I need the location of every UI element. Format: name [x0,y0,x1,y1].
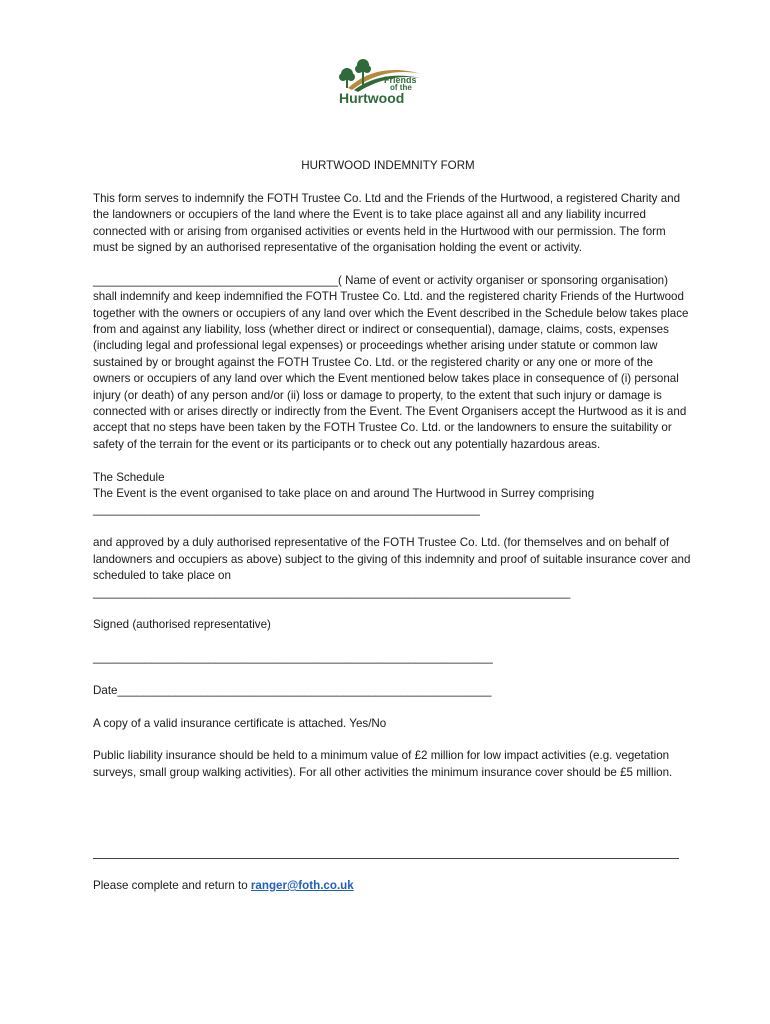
intro-paragraph: This form serves to indemnify the FOTH Trustee Co. Ltd and the Friends of the Hurtwood, a registered Charity and the landowners or occupiers of the land where the Event is to take place against all and any liability incurred connected with or arising from organised activities or events held in the Hurtwood with our permission. The form must be signed by an authorised representative of the organisation holding the event or activity. [93,191,681,255]
return-line [93,878,354,894]
signature-field[interactable]: ______________________________________________________________ [93,651,493,665]
page-title: HURTWOOD INDEMNITY FORM [301,159,475,172]
scheduled-date-field[interactable]: __________________________________________________________________________ [93,585,571,599]
insurance-certificate-line: A copy of a valid insurance certificate is attached. Yes/No [93,716,387,730]
signed-label: Signed (authorised representative) [93,618,271,632]
logo-text-hurtwood: Hurtwood [339,90,405,106]
divider [93,858,679,859]
return-label: Please complete and return to [93,879,248,892]
schedule-heading: The Schedule [93,470,165,484]
return-email-link[interactable]: ranger@foth.co.uk [250,879,354,892]
date-row [93,683,693,699]
friends-of-the-hurtwood-logo [334,54,430,110]
logo-text-friends: Friends [384,75,417,85]
insurance-note: Public liability insurance should be held to a minimum value of £2 million for low impact activities (e.g. vegetation surveys, small group walking activities). For all other activities the minimum insurance cover should be £5 million. [93,749,673,779]
schedule-text: The Event is the event organised to take place on and around The Hurtwood in Surrey comprising [93,487,595,501]
schedule-event-field[interactable]: ____________________________________________________________ [93,503,480,517]
indemnity-text: ( Name of event or activity organiser or sponsoring organisation) shall indemnify and keep indemnified the FOTH Trustee Co. Ltd. and the registered charity Friends of the Hurtwood together with the owners or occupiers of any land over which the Event described in the Schedule below takes place from and against any liability, loss (whether direct or indirect or consequential), damage, claims, costs, expenses (including legal and professional legal expenses) or proceedings whether arising under statute or common law sustained by or brought against the FOTH Trustee Co. Ltd. or the registered charity or any one or more of the owners or occupiers of any land over which the Event mentioned below takes place in consequence of (i) personal injury (or death) of any person and/or (ii) loss or damage to property, to the extent that such injury or damage is connected with or arises directly or indirectly from the Event. The Event Organisers accept the Hurtwood as it is and accept that no steps have been taken by the FOTH Trustee Co. Ltd. or the landowners to ensure the suitability or safety of the terrain for the event or its participants or to check out any potentially hazardous areas. [93,273,689,451]
organiser-name-field[interactable]: ______________________________________ [93,273,339,287]
date-field[interactable]: __________________________________________________________ [117,683,492,697]
logo-text-of-the: of the [390,83,412,92]
date-label: Date [93,683,118,697]
approval-paragraph: and approved by a duly authorised representative of the FOTH Trustee Co. Ltd. (for themselves and on behalf of landowners and occupiers as above) subject to the giving of this indemnity and proof of suitable insurance cover and scheduled to take place on [93,536,691,583]
form-body [93,158,693,781]
indemnity-paragraph [93,273,693,453]
